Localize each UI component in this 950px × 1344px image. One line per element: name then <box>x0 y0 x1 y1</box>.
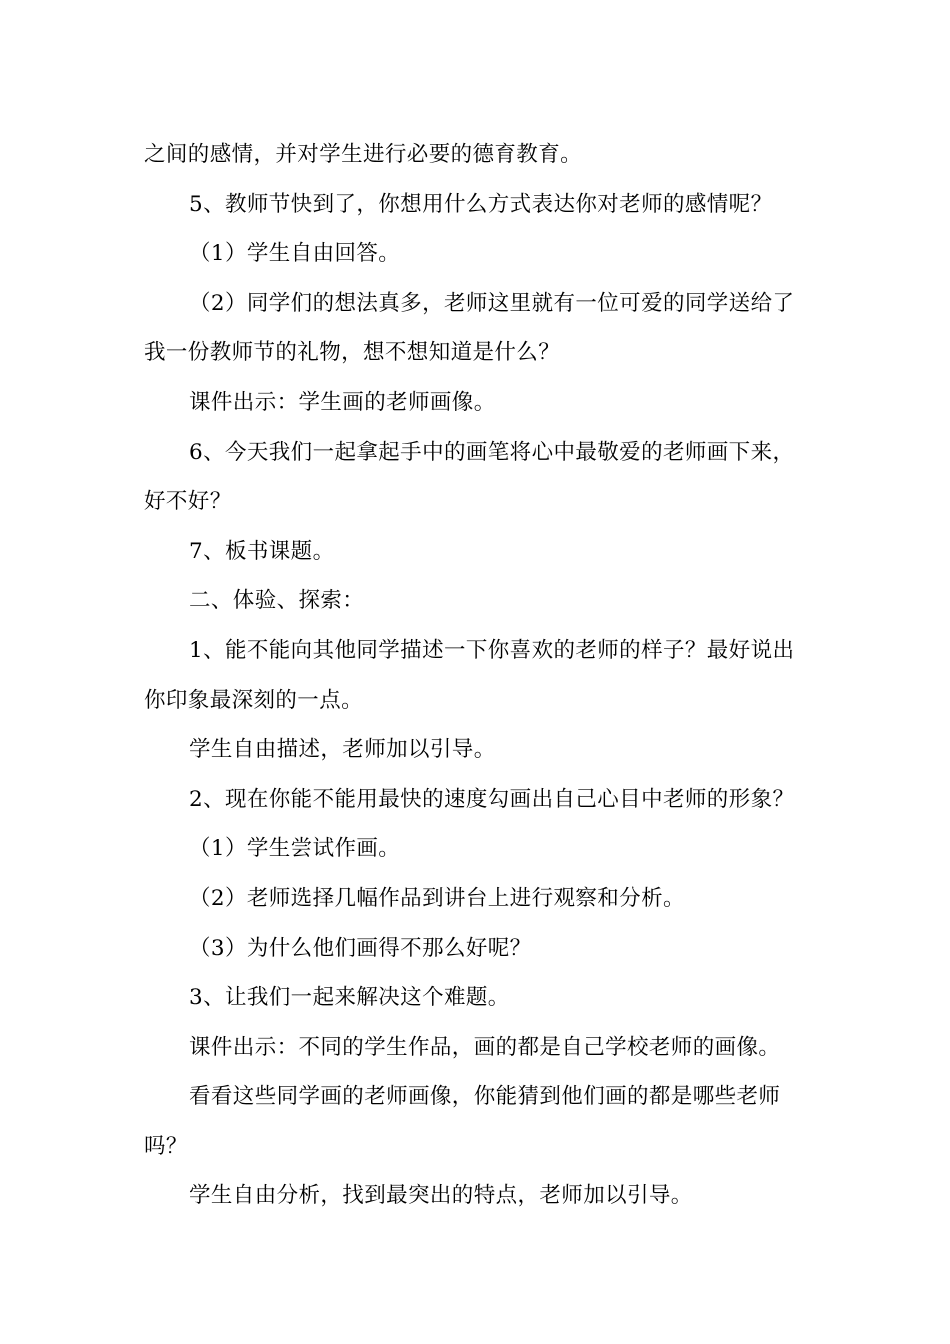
paragraph-student-analyze: 学生自由分析，找到最突出的特点，老师加以引导。 <box>189 1183 693 1209</box>
paragraph-guess: 看看这些同学画的老师画像，你能猜到他们画的都是哪些老师吗？ <box>144 1084 781 1159</box>
paragraph-sub-1-draw: （1）学生尝试作画。 <box>189 836 401 862</box>
paragraph-item-6: 6、今天我们一起拿起手中的画笔将心中最敬爱的老师画下来，好不好？ <box>144 439 795 515</box>
paragraph-sub-2: （2）同学们的想法真多，老师这里就有一位可爱的同学送给了我一份教师节的礼物，想不想知道是什么？ <box>144 290 795 366</box>
paragraph-student-describe: 学生自由描述，老师加以引导。 <box>189 737 496 763</box>
document-body <box>144 130 808 1221</box>
section-heading-2: 二、体验、探索： <box>189 588 365 614</box>
paragraph-courseware-1: 课件出示：学生画的老师画像。 <box>189 389 496 415</box>
paragraph-courseware-2: 课件出示：不同的学生作品，画的都是自己学校老师的画像。 <box>189 1034 781 1060</box>
paragraph-item-2: 2、现在你能不能用最快的速度勾画出自己心目中老师的形象？ <box>189 786 795 812</box>
paragraph-continuation: 之间的感情，并对学生进行必要的德育教育。 <box>144 142 583 167</box>
paragraph-sub-2-select: （2）老师选择几幅作品到讲台上进行观察和分析。 <box>189 885 685 911</box>
paragraph-sub-3-why: （3）为什么他们画得不那么好呢？ <box>189 935 532 961</box>
paragraph-sub-1: （1）学生自由回答。 <box>189 241 401 267</box>
paragraph-item-3: 3、让我们一起来解决这个难题。 <box>189 985 510 1011</box>
paragraph-item-5: 5、教师节快到了，你想用什么方式表达你对老师的感情呢？ <box>189 191 773 217</box>
paragraph-item-1: 1、能不能向其他同学描述一下你喜欢的老师的样子？最好说出你印象最深刻的一点。 <box>144 637 795 713</box>
paragraph-item-7: 7、板书课题。 <box>189 538 335 564</box>
